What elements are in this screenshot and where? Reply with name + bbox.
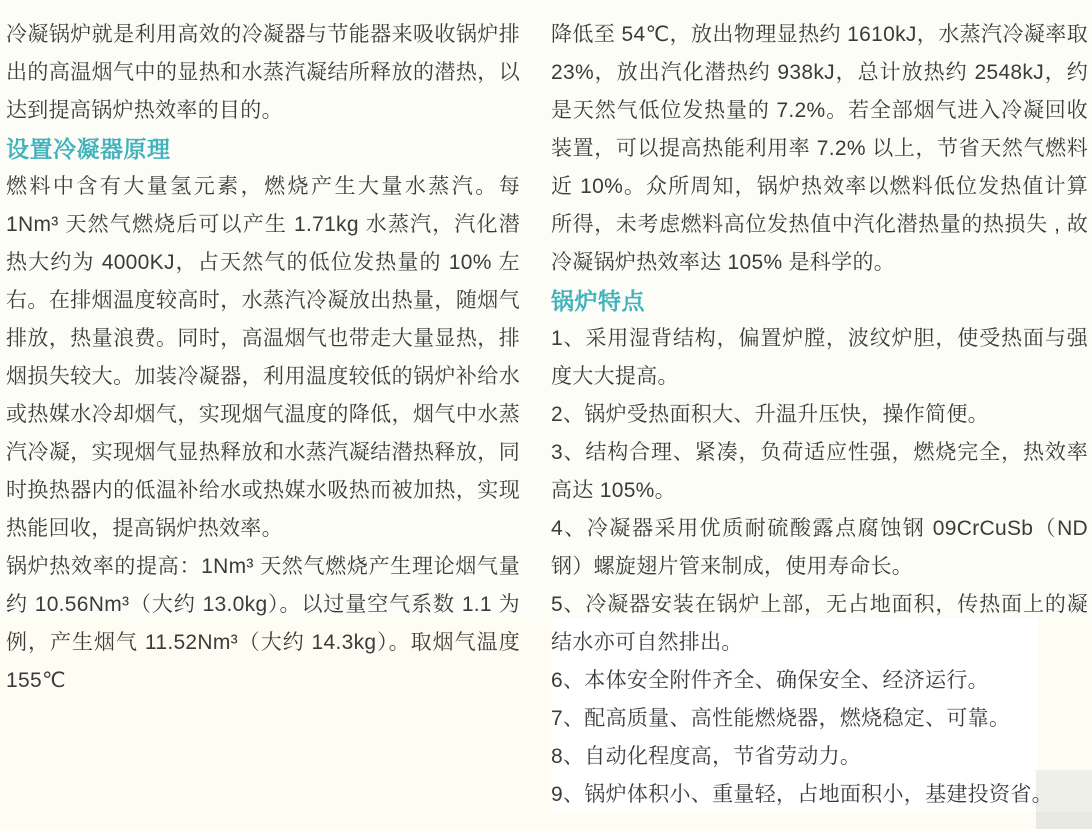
efficiency-paragraph: 锅炉热效率的提高：1Nm³ 天然气燃烧产生理论烟气量约 10.56Nm³（大约 13.0kg）。以过量空气系数 1.1 为例，产生烟气 11.52Nm³（大约 14.3kg）。取烟气温度 155℃ [6,555,520,692]
feature-item-8: 8、自动化程度高，节省劳动力。 [551,745,862,768]
feature-item-1: 1、采用湿背结构，偏置炉膛，波纹炉胆，使受热面与强度大大提高。 [551,327,1088,388]
feature-item-6: 6、本体安全附件齐全、确保安全、经济运行。 [551,669,989,692]
section-heading-boiler-features: 锅炉特点 [551,288,645,314]
efficiency-paragraph-continued: 降低至 54℃，放出物理显热约 1610kJ，水蒸汽冷凝率取 23%，放出汽化潜热约 938kJ，总计放热约 2548kJ，约是天然气低位发热量的 7.2%。若全部烟气进入冷凝回收装置，可以提高热能利用率 7.2% 以上，节省天然气燃料近 10%。众所周知，锅炉热效率以燃料低位发热值计算所得，未考虑燃料高位发热值中汽化潜热量的热损失 , 故冷凝锅炉热效率达 105% 是科学的。 [551,23,1088,274]
condenser-principle-paragraph: 燃料中含有大量氢元素，燃烧产生大量水蒸汽。每 1Nm³ 天然气燃烧后可以产生 1.71kg 水蒸汽，汽化潜热大约为 4000KJ，占天然气的低位发热量的 10% 左右。在排烟温度较高时，水蒸汽冷凝放出热量，随烟气排放，热量浪费。同时，高温烟气也带走大量显热，排烟损失较大。加装冷凝器，利用温度较低的锅炉补给水或热媒水冷却烟气，实现烟气温度的降低，烟气中水蒸汽冷凝，实现烟气显热释放和水蒸汽凝结潜热释放，同时换热器内的低温补给水或热媒水吸热而被加热，实现热能回收，提高锅炉热效率。 [6,175,520,540]
feature-item-2: 2、锅炉受热面积大、升温升压快，操作简便。 [551,403,989,426]
section-heading-condenser-principle: 设置冷凝器原理 [6,136,171,162]
feature-item-5: 5、冷凝器安装在锅炉上部，无占地面积，传热面上的凝结水亦可自然排出。 [551,593,1088,654]
intro-paragraph: 冷凝锅炉就是利用高效的冷凝器与节能器来吸收锅炉排出的高温烟气中的显热和水蒸汽凝结所释放的潜热，以达到提高锅炉热效率的目的。 [6,23,520,122]
scan-gray-corner-edge [1036,812,1092,829]
feature-item-4: 4、冷凝器采用优质耐硫酸露点腐蚀钢 09CrCuSb（ND 钢）螺旋翅片管来制成，使用寿命长。 [551,517,1088,578]
feature-item-7: 7、配高质量、高性能燃烧器，燃烧稳定、可靠。 [551,707,1011,730]
article-left-column [6,16,520,700]
feature-item-3: 3、结构合理、紧凑，负荷适应性强，燃烧完全，热效率高达 105%。 [551,441,1088,502]
feature-item-9: 9、锅炉体积小、重量轻，占地面积小，基建投资省。 [551,783,1053,806]
article-right-column [551,16,1088,814]
